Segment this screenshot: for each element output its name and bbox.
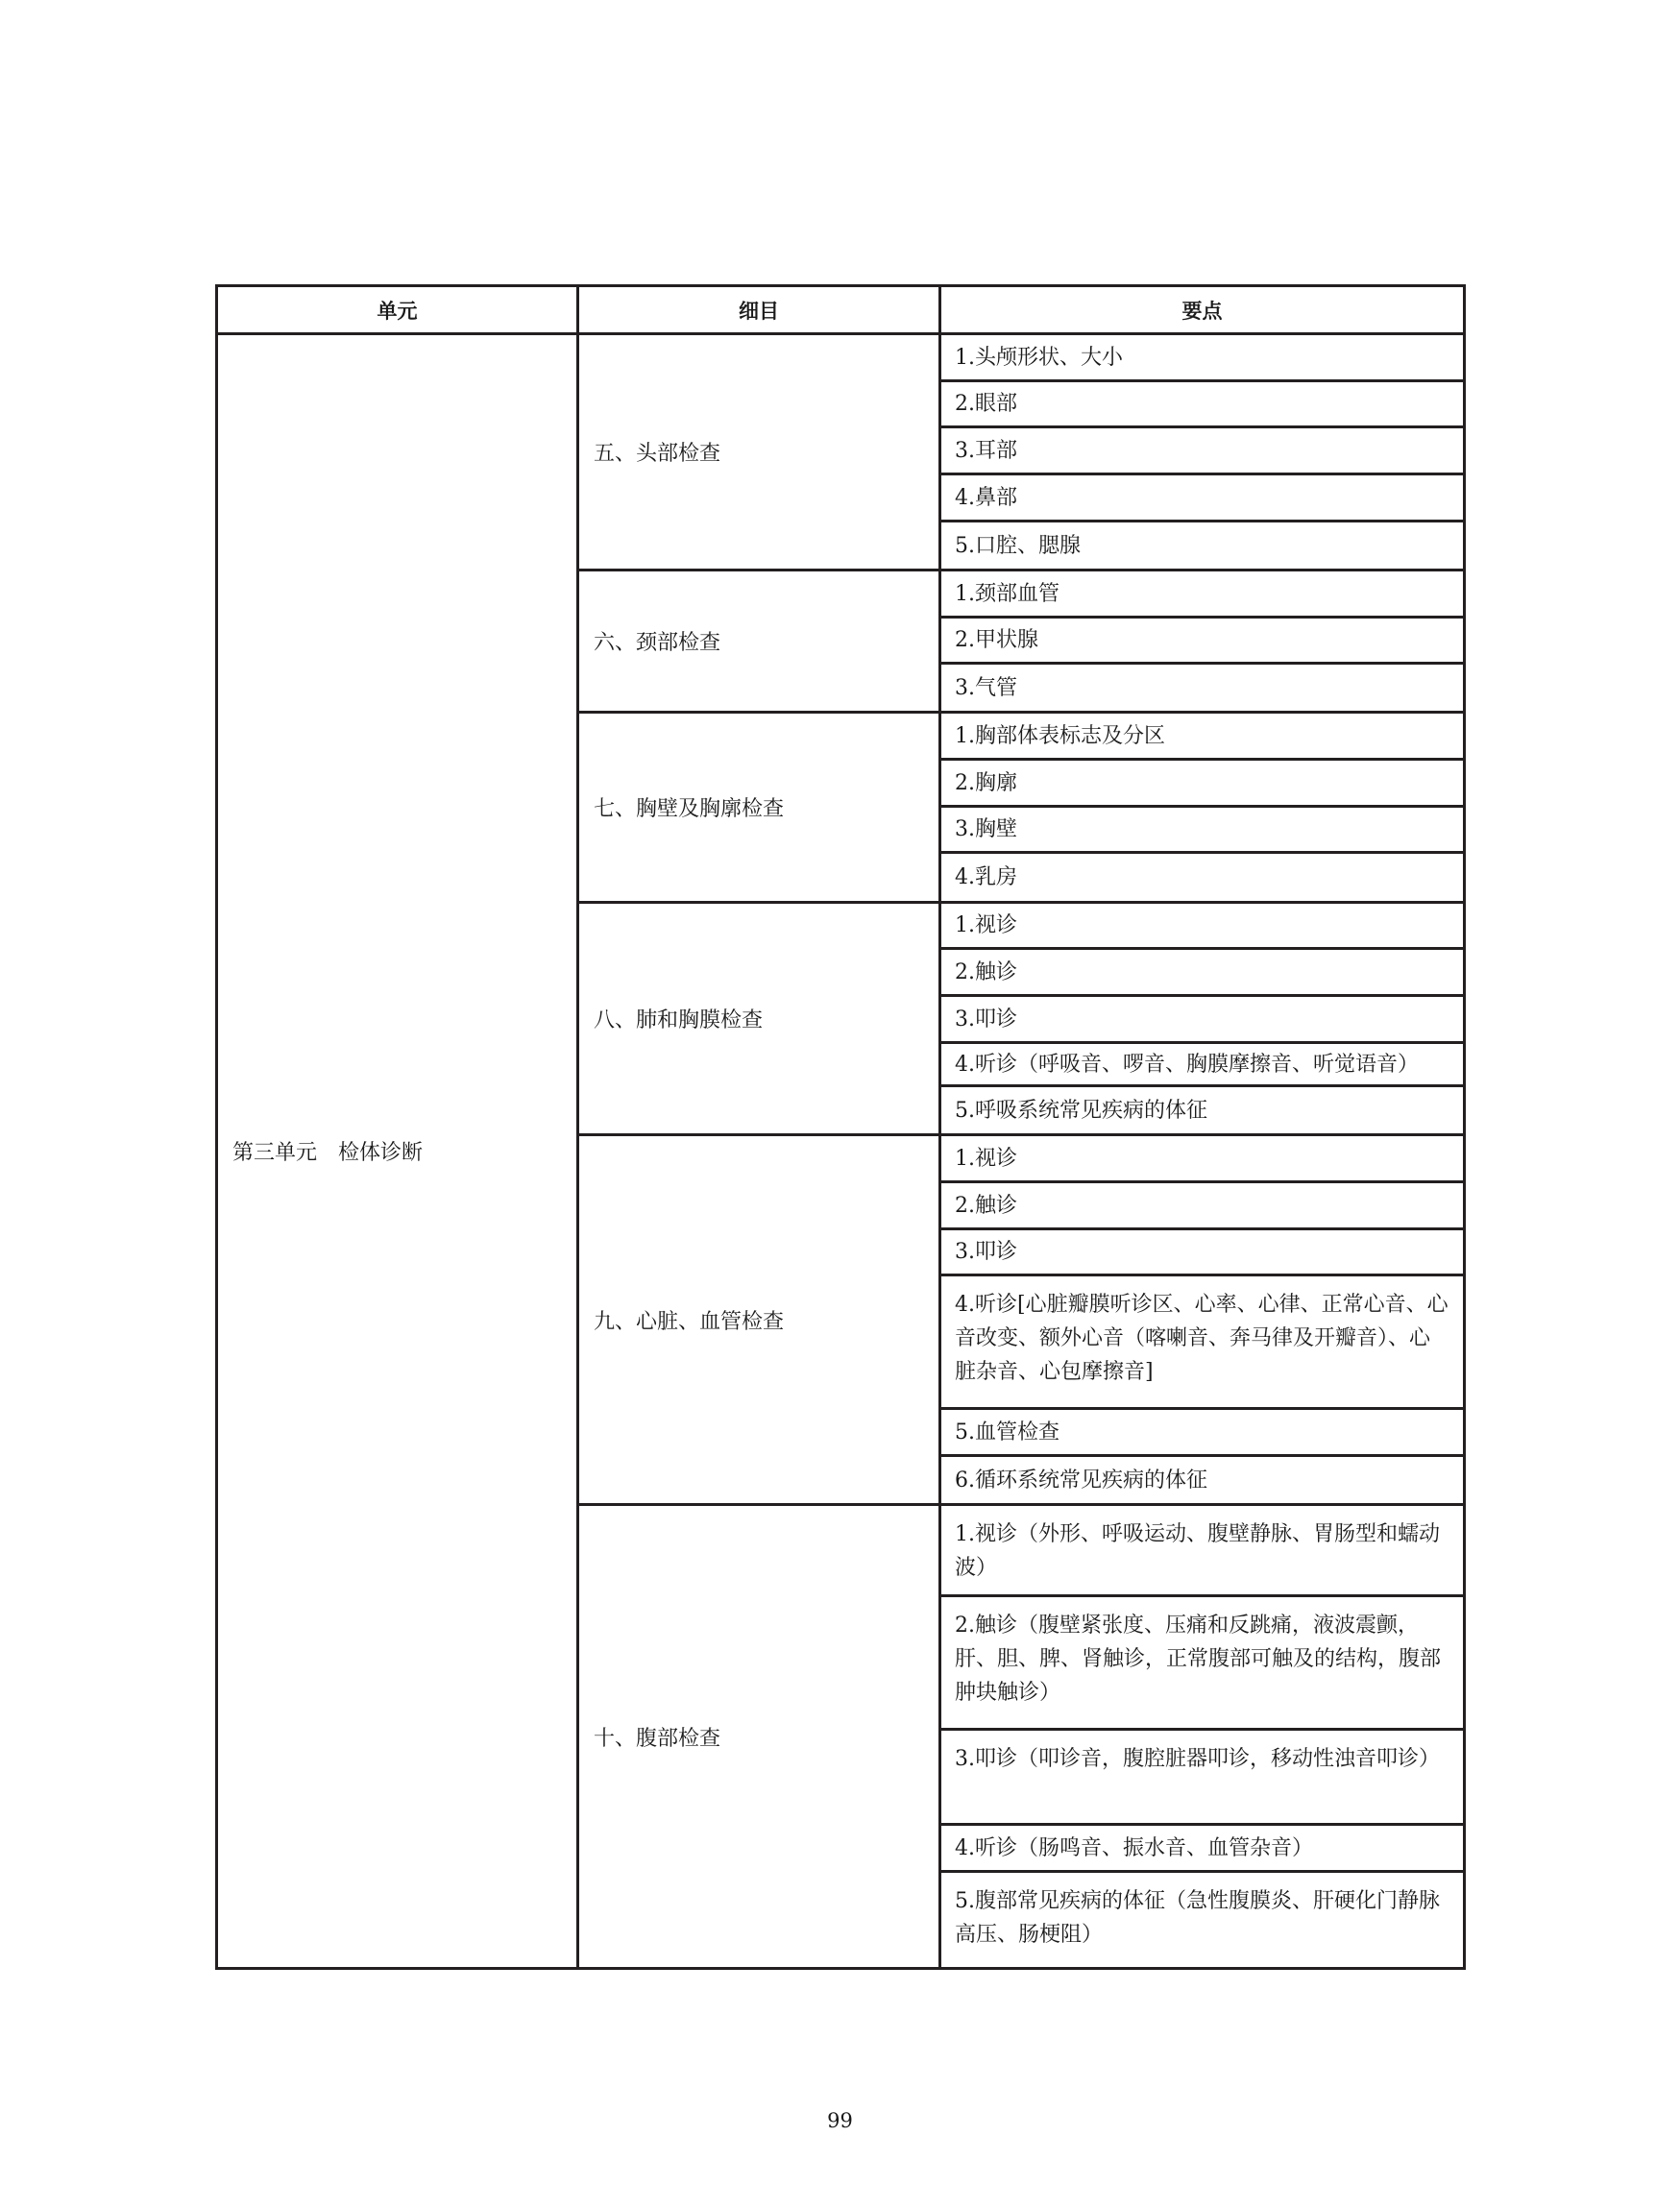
keypoint-text: 4.听诊[心脏瓣膜听诊区、心率、心律、正常心音、心音改变、额外心音（喀喇音、奔马律及开瓣音）、心脏杂音、心包摩擦音]	[955, 1293, 1449, 1384]
subitem-group	[579, 1506, 1463, 1967]
subitem-title: 八、肺和胸膜检查	[594, 1008, 764, 1032]
keypoint-text: 5.腹部常见疾病的体征（急性腹膜炎、肝硬化门静脉高压、肠梗阻）	[955, 1889, 1440, 1947]
keypoint-cell	[941, 1457, 1463, 1503]
subitem-cell	[579, 714, 941, 901]
keypoint-text: 4.听诊（呼吸音、啰音、胸膜摩擦音、听觉语音）	[955, 1052, 1419, 1077]
keypoint-cell	[941, 1873, 1463, 1967]
keypoint-list	[941, 335, 1463, 569]
keypoint-text: 4.鼻部	[955, 485, 1017, 510]
keypoint-cell	[941, 997, 1463, 1044]
keypoint-text: 1.头颅形状、大小	[955, 345, 1123, 370]
keypoint-text: 4.乳房	[955, 865, 1017, 889]
keypoint-cell	[941, 428, 1463, 475]
keypoint-cell	[941, 808, 1463, 854]
subitem-title: 九、心脏、血管检查	[594, 1309, 785, 1334]
keypoint-text: 6.循环系统常见疾病的体征	[955, 1468, 1207, 1493]
keypoint-text: 3.胸壁	[955, 817, 1017, 841]
keypoint-cell	[941, 475, 1463, 522]
subitem-cell	[579, 904, 941, 1133]
keypoint-cell	[941, 382, 1463, 428]
subitem-title: 六、颈部检查	[594, 631, 721, 655]
page-number: 99	[827, 2109, 853, 2132]
header-subitem: 细目	[579, 287, 941, 332]
keypoint-cell	[941, 1506, 1463, 1597]
keypoint-text: 5.血管检查	[955, 1420, 1059, 1444]
subitem-group	[579, 571, 1463, 714]
keypoint-text: 3.耳部	[955, 438, 1017, 463]
keypoint-text: 2.甲状腺	[955, 628, 1038, 652]
keypoint-cell	[941, 761, 1463, 808]
keypoint-text: 4.听诊（肠鸣音、振水音、血管杂音）	[955, 1835, 1313, 1860]
keypoint-text: 2.触诊	[955, 1193, 1017, 1218]
keypoint-list	[941, 904, 1463, 1133]
keypoint-text: 5.口腔、腮腺	[955, 533, 1081, 558]
keypoint-cell	[941, 1276, 1463, 1410]
keypoint-text: 1.胸部体表标志及分区	[955, 723, 1165, 748]
subitem-cell	[579, 1506, 941, 1967]
header-unit: 单元	[218, 287, 579, 332]
keypoint-cell	[941, 854, 1463, 901]
keypoint-text: 3.叩诊（叩诊音，腹腔脏器叩诊，移动性浊音叩诊）	[955, 1747, 1440, 1771]
subitem-group	[579, 1136, 1463, 1506]
keypoint-text: 1.视诊（外形、呼吸运动、腹壁静脉、胃肠型和蠕动波）	[955, 1522, 1440, 1580]
keypoint-cell	[941, 714, 1463, 761]
subitem-title: 七、胸壁及胸廓检查	[594, 797, 785, 821]
keypoint-cell	[941, 1597, 1463, 1731]
keypoint-cell	[941, 522, 1463, 569]
keypoint-text: 1.视诊	[955, 913, 1017, 937]
keypoint-cell	[941, 1410, 1463, 1457]
keypoint-cell	[941, 1183, 1463, 1230]
subitem-title: 五、头部检查	[594, 442, 721, 466]
header-keypoints: 要点	[1181, 299, 1223, 323]
syllabus-table	[215, 284, 1466, 1970]
subitem-group	[579, 904, 1463, 1136]
keypoint-text: 2.眼部	[955, 392, 1017, 416]
subitem-group	[579, 714, 1463, 904]
keypoint-text: 2.触诊（腹壁紧张度、压痛和反跳痛，液波震颤，肝、胆、脾、肾触诊，正常腹部可触及的结构，腹部肿块触诊）	[955, 1614, 1442, 1705]
keypoint-list	[941, 1136, 1463, 1503]
keypoint-cell	[941, 571, 1463, 619]
keypoint-cell	[941, 665, 1463, 711]
keypoint-text: 1.视诊	[955, 1146, 1017, 1171]
table-body	[218, 335, 1463, 1967]
keypoint-cell	[941, 1731, 1463, 1826]
keypoint-text: 1.颈部血管	[955, 581, 1059, 606]
subitem-cell	[579, 335, 941, 569]
keypoint-cell	[941, 335, 1463, 382]
unit-label: 第三单元 检体诊断	[232, 1141, 424, 1165]
keypoint-cell	[941, 1087, 1463, 1133]
keypoint-list	[941, 1506, 1463, 1967]
keypoint-cell	[941, 619, 1463, 665]
table-header	[218, 287, 1463, 335]
keypoint-list	[941, 571, 1463, 711]
subitem-cell	[579, 571, 941, 711]
unit-cell	[218, 335, 579, 1967]
keypoint-text: 3.叩诊	[955, 1240, 1017, 1264]
keypoint-text: 2.胸廓	[955, 770, 1017, 795]
subitem-cell	[579, 1136, 941, 1503]
subitem-group	[579, 335, 1463, 571]
keypoint-list	[941, 714, 1463, 901]
keypoint-text: 2.触诊	[955, 959, 1017, 984]
keypoint-cell	[941, 904, 1463, 950]
keypoint-cell	[941, 1826, 1463, 1873]
subitem-title: 十、腹部检查	[594, 1726, 721, 1751]
keypoint-cell	[941, 1136, 1463, 1183]
keypoint-text: 3.气管	[955, 675, 1017, 700]
keypoint-cell	[941, 1230, 1463, 1276]
keypoint-text: 3.叩诊	[955, 1007, 1017, 1032]
keypoint-cell	[941, 950, 1463, 997]
subitem-groups	[579, 335, 1463, 1967]
keypoint-text: 5.呼吸系统常见疾病的体征	[955, 1098, 1207, 1123]
keypoint-cell	[941, 1044, 1463, 1087]
